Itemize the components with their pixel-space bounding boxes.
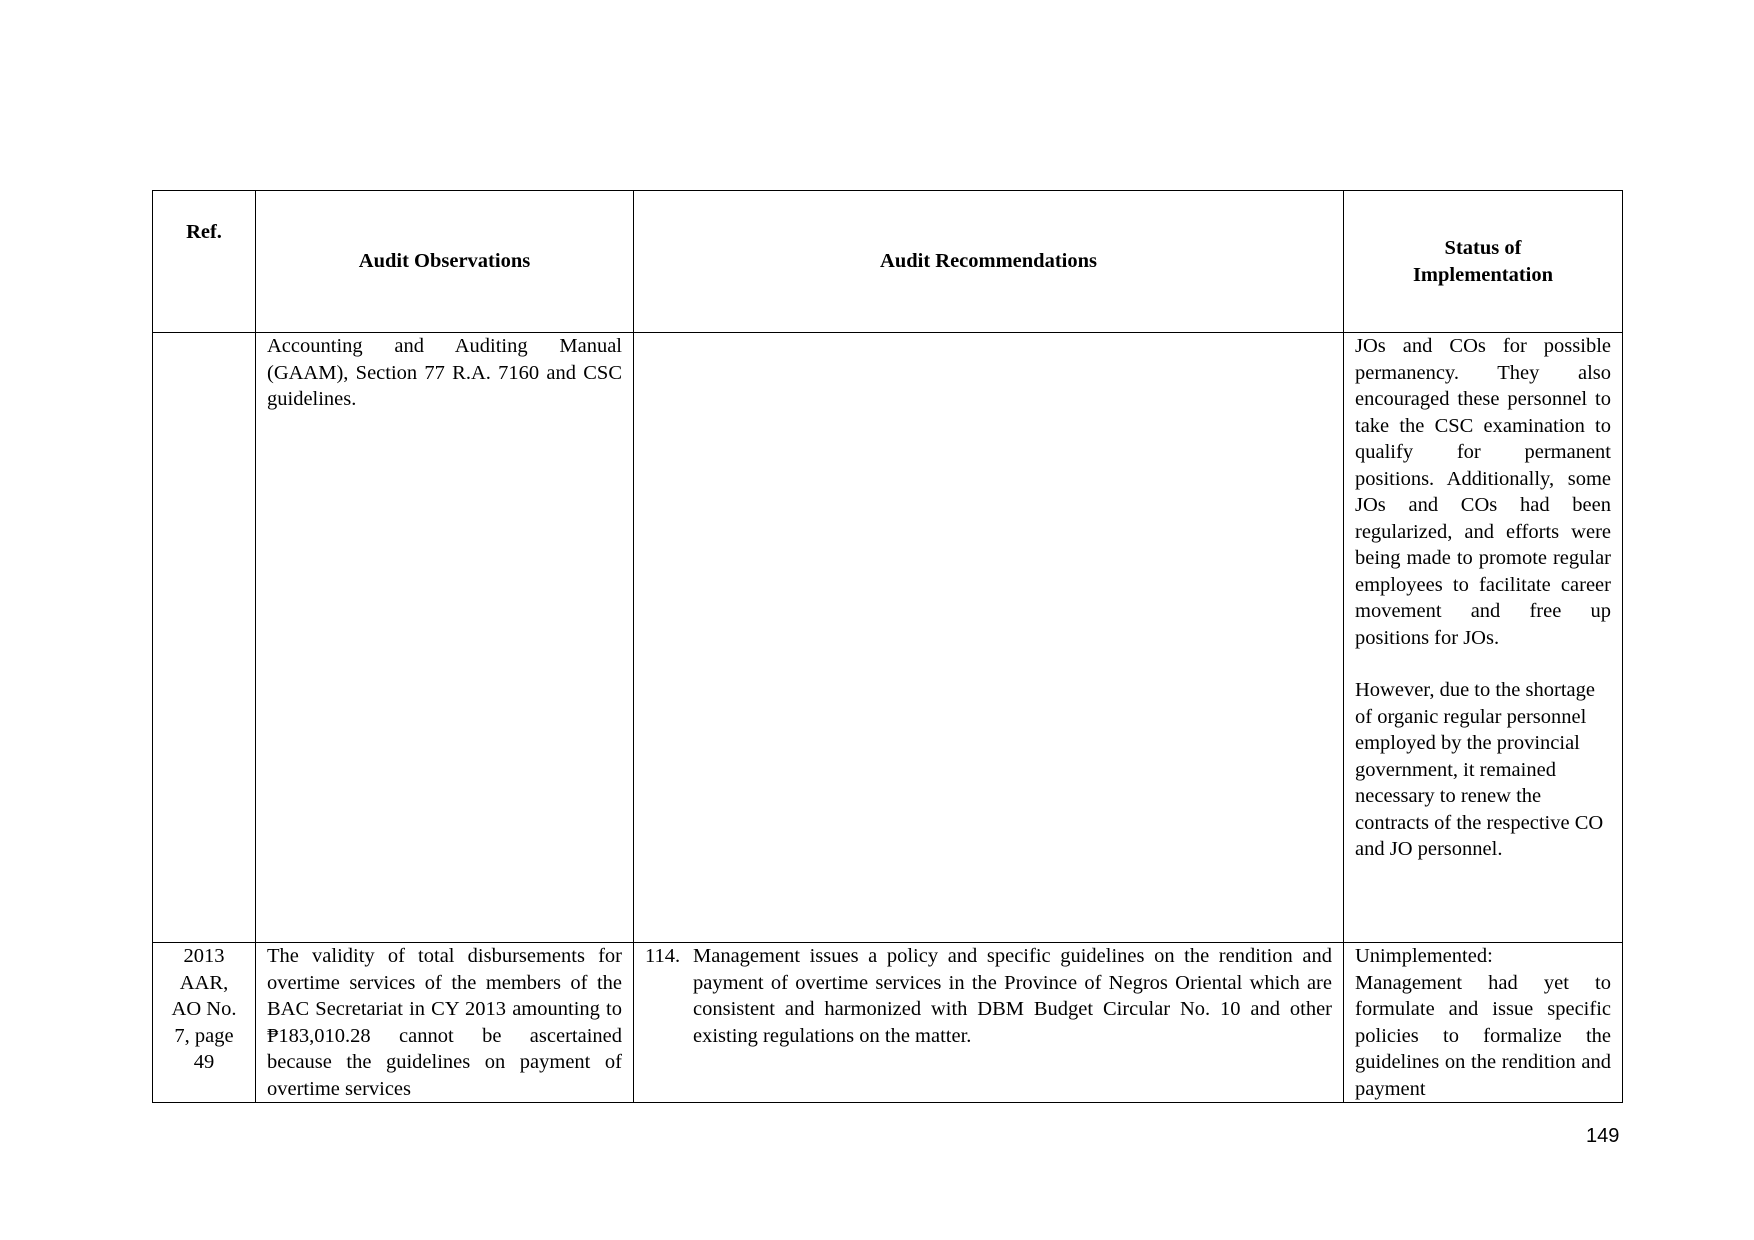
ref-line: AAR, (179, 971, 229, 994)
ref-line: 7, page (174, 1024, 234, 1047)
page-number: 149 (1586, 1125, 1620, 1147)
recommendation-cell (634, 943, 1344, 1103)
status-paragraph: However, due to the shortage of organic regular personnel employed by the provincial government, it remained necessary to renew the contracts of the respective CO and JO personnel. (1355, 679, 1604, 860)
status-cell (1344, 943, 1623, 1103)
header-status-of-implementation (1344, 191, 1623, 333)
ref-cell (153, 943, 256, 1103)
ref-line: 49 (193, 1051, 215, 1073)
header-status-line2: Implementation (1412, 263, 1554, 286)
recommendation-item (645, 943, 1332, 1049)
header-status-line1: Status of (1444, 237, 1522, 259)
ref-cell (153, 333, 256, 943)
table-row (153, 943, 1623, 1103)
recommendation-cell (634, 333, 1344, 943)
ref-line: AO No. (171, 998, 237, 1020)
header-row (153, 191, 1623, 333)
header-ref: Ref. (153, 191, 256, 333)
recommendation-text: Management issues a policy and specific guidelines on the rendition and payment of overtime services in the Province of Negros Oriental which are consistent and harmonized with DBM Budget Circular No. 10 and other existing regulations on the matter. (693, 945, 1332, 1047)
audit-table (152, 190, 1623, 1103)
observation-cell: Accounting and Auditing Manual (GAAM), Section 77 R.A. 7160 and CSC guidelines. (256, 333, 634, 943)
ref-line: 2013 (183, 945, 225, 967)
header-audit-recommendations: Audit Recommendations (634, 191, 1344, 333)
recommendation-number: 114. (645, 945, 681, 967)
table-row (153, 333, 1623, 943)
status-cell (1344, 333, 1623, 943)
status-label: Unimplemented: (1355, 945, 1493, 967)
status-paragraph: JOs and COs for possible permanency. They also encouraged these personnel to take the CSC examination to qualify for permanent positions. Additionally, some JOs and COs had been regularized, and efforts were being made to promote regular employees to facilitate career movement and free up positions for JOs. (1355, 335, 1611, 649)
observation-cell: The validity of total disbursements for overtime services of the members of the BAC Secretariat in CY 2013 amounting to ₱183,010.28 cannot be ascertained because the guidelines on payment of overtime services (256, 943, 634, 1103)
header-audit-observations: Audit Observations (256, 191, 634, 333)
status-text: Management had yet to formulate and issue specific policies to formalize the guidelines on the rendition and payment (1355, 971, 1611, 1100)
